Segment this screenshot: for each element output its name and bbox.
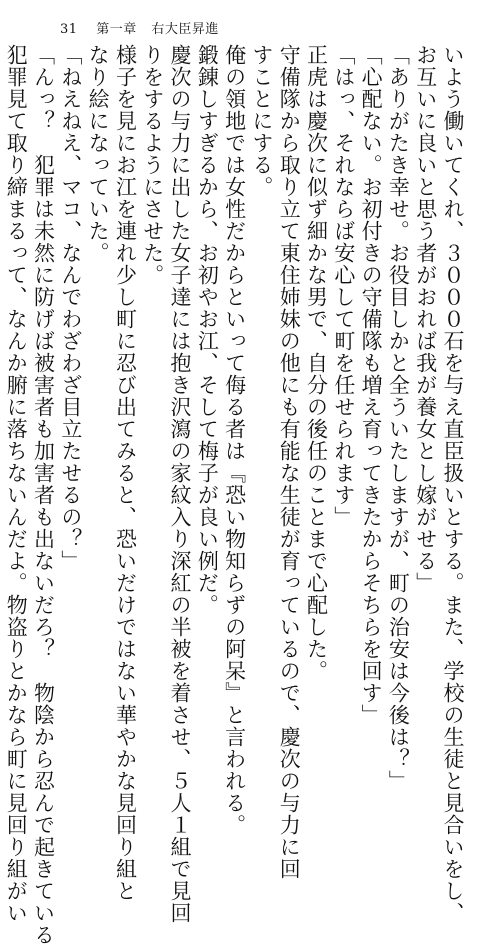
text-line: すことにする。 [249,44,274,198]
text-line: 「心配ない。お初付きの守備隊も増え育ってきたからそちらを回す」 [359,44,384,726]
text-line: 守備隊から取り立て東住姉妹の他にも有能な生徒が育っているので、慶次の与力に回 [277,44,302,880]
text-line: 慶次の与力に出した女子達には抱き沢瀉の家紋入り深紅の半被を着させ、５人１組で見回 [168,44,193,924]
text-line: なり絵になっていた。 [86,44,111,264]
text-line: いよう働いてくれ、３０００石を与え直臣扱いとする。また、学校の生徒と見合いをし、 [441,44,465,924]
text-line: 「んっ？ 犯罪は未然に防げば被害者も加害者も出ないだろ？ 物陰から忍んで起きている [31,44,56,946]
text-line: 俺の領地では女性だからといって侮る者は『恐い物知らずの阿呆』と言われる。 [222,44,247,836]
text-line: 様子を見にお江を連れ少し町に忍び出てみると、恐いだけではない華やかな見回り組と [113,44,138,902]
chapter-label: 第一章 [96,22,137,37]
text-line: 正虎は慶次に似ず細かな男で、自分の後任のことまで心配した。 [304,44,329,682]
text-line: 「ねえねえ、マコ、なんでわざわざ目立たせるの？」 [58,44,83,572]
text-line: 犯罪見て取り締まるって、なんか腑に落ちないんだよ。物盗りとかなら町に見回り組がい [4,44,29,924]
page-number: 31 [60,22,78,37]
text-line: 鍛錬しすぎるから、お初やお江、そして梅子が良い例だ。 [195,44,220,616]
body-text [2,44,466,946]
text-line: お互いに良いと思う者がおれば我が養女とし嫁がせる」 [413,44,438,594]
running-header [60,18,219,37]
text-line: 「はっ、それならば安心して町を任せられます」 [331,44,356,528]
text-line: りをするようにさせた。 [140,44,165,286]
text-line: 「ありがたき幸せ。お役目しかと全ういたしますが、町の治安は今後は？」 [386,44,411,792]
chapter-title: 右大臣昇進 [151,22,219,37]
